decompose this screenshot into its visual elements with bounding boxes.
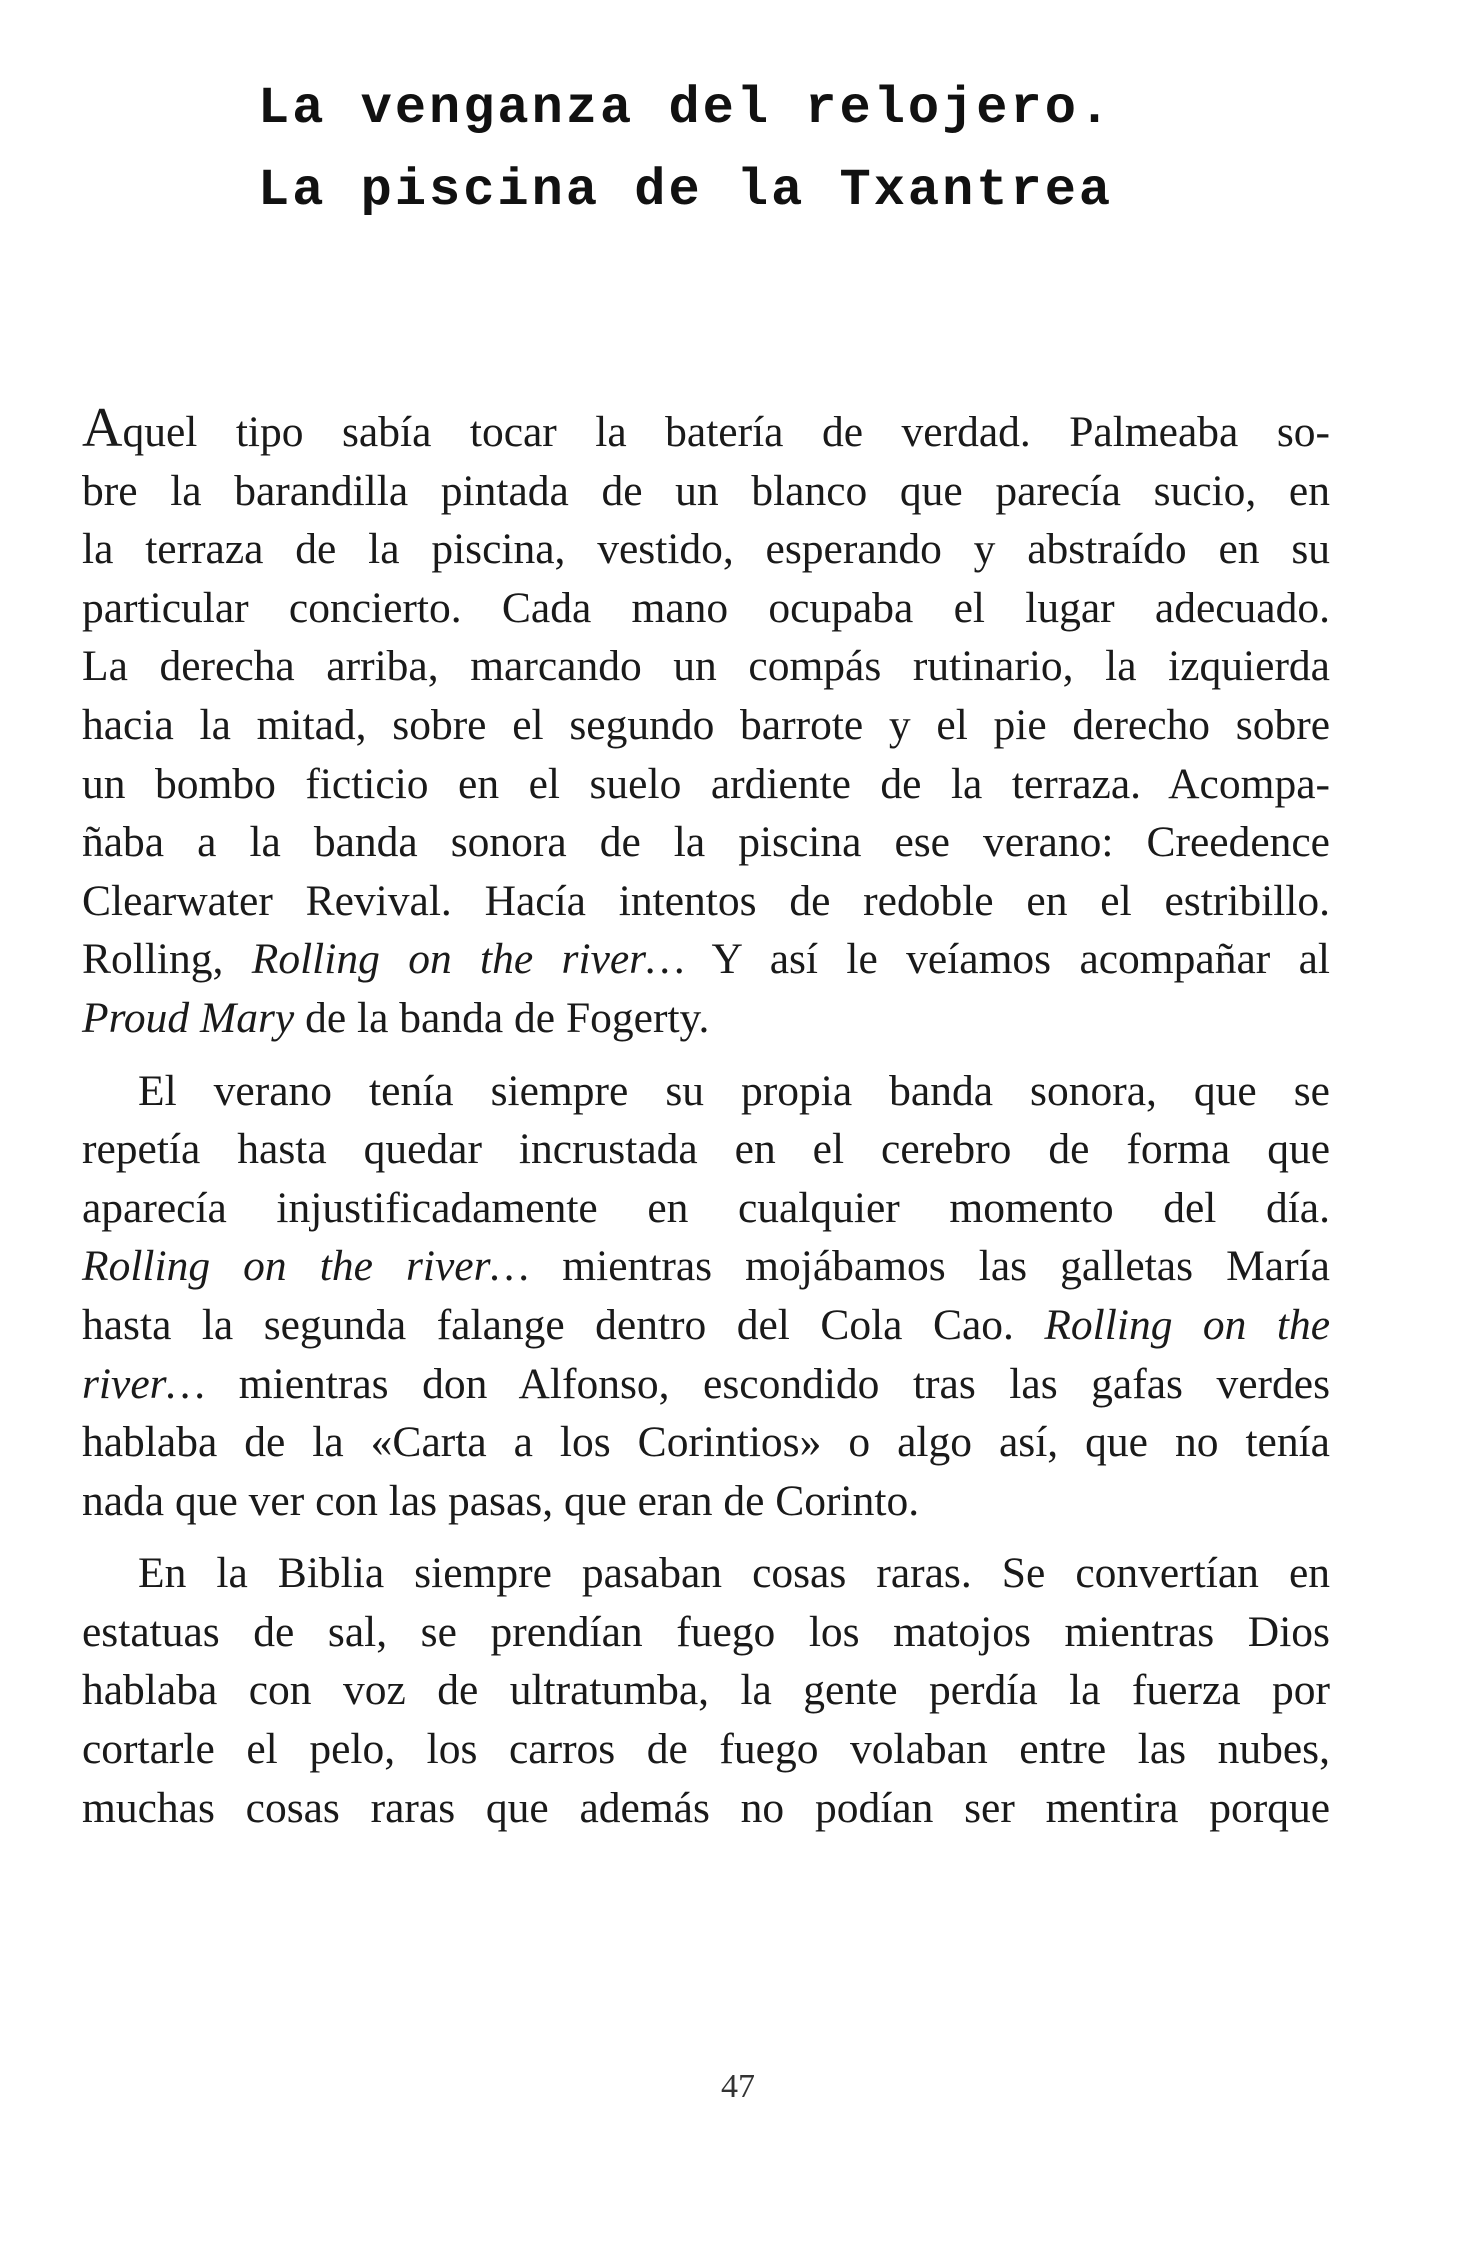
text-line: un bombo ficticio en el suelo ardiente de la terraza. Acompa- [82,759,1330,808]
text-line: Clearwater Revival. Hacía intentos de redoble en el estribillo. [82,876,1330,925]
text-line: muchas cosas raras que además no podían ser mentira porque [82,1783,1330,1832]
song-title-italic: Rolling on the river… [251,935,685,984]
text-line [82,397,1330,462]
text-line [82,1355,1330,1414]
text-line: hablaba con voz de ultratumba, la gente perdía la fuerza por [82,1666,1330,1715]
text-line: hacia la mitad, sobre el segundo barrote y el pie derecho sobre [82,700,1330,749]
chapter-title-line-2: La piscina de la Txantrea [258,161,1114,220]
body-text [82,397,1330,1851]
text-span: de la banda de Fogerty. [294,993,710,1042]
text-span: hasta la segunda falange dentro del Cola Cao. [82,1300,1045,1349]
text-line [82,930,1330,989]
text-line: En la Biblia siempre pasaban cosas raras. Se convertían en [138,1549,1330,1598]
text-span: quel tipo sabía tocar la batería de verdad. Palmeaba so- [122,408,1330,456]
text-line [82,989,1330,1048]
chapter-title [258,68,1258,232]
paragraph-2 [82,1062,1330,1531]
paragraph-1 [82,397,1330,1048]
song-title-italic: Rolling on the [1044,1300,1330,1349]
text-line: nada que ver con las pasas, que eran de Corinto. [82,1476,920,1525]
paragraph-3 [82,1544,1330,1837]
text-span: Rolling, [82,935,252,984]
text-line: ñaba a la banda sonora de la piscina ese verano: Creedence [82,818,1330,867]
chapter-title-line-1: La venganza del relojero. [258,79,1114,138]
song-title-italic: river… [82,1359,206,1408]
text-line: la terraza de la piscina, vestido, esperando y abstraído en su [82,525,1330,574]
text-line: repetía hasta quedar incrustada en el cerebro de forma que [82,1125,1330,1174]
text-line [82,1296,1330,1355]
text-line: cortarle el pelo, los carros de fuego volaban entre las nubes, [82,1725,1330,1774]
page-number: 47 [721,2068,755,2105]
text-line: aparecía injustificadamente en cualquier momento del día. [82,1183,1330,1232]
text-line: estatuas de sal, se prendían fuego los matojos mientras Dios [82,1607,1330,1656]
song-title-italic: Rolling on the river… [82,1242,530,1291]
text-line: hablaba de la «Carta a los Corintios» o algo así, que no tenía [82,1418,1330,1467]
song-title-italic: Proud Mary [82,993,295,1042]
text-line: La derecha arriba, marcando un compás rutinario, la izquierda [82,642,1330,691]
text-line: particular concierto. Cada mano ocupaba el lugar adecuado. [82,583,1330,632]
drop-cap: A [82,397,123,459]
text-span: mientras mojábamos las galletas María [529,1242,1330,1291]
text-line [82,1237,1330,1296]
text-line: El verano tenía siempre su propia banda sonora, que se [138,1066,1330,1115]
text-span: mientras don Alfonso, escondido tras las gafas verdes [205,1359,1330,1408]
text-line: bre la barandilla pintada de un blanco que parecía sucio, en [82,466,1330,515]
text-span: Y así le veíamos acompañar al [684,935,1330,984]
